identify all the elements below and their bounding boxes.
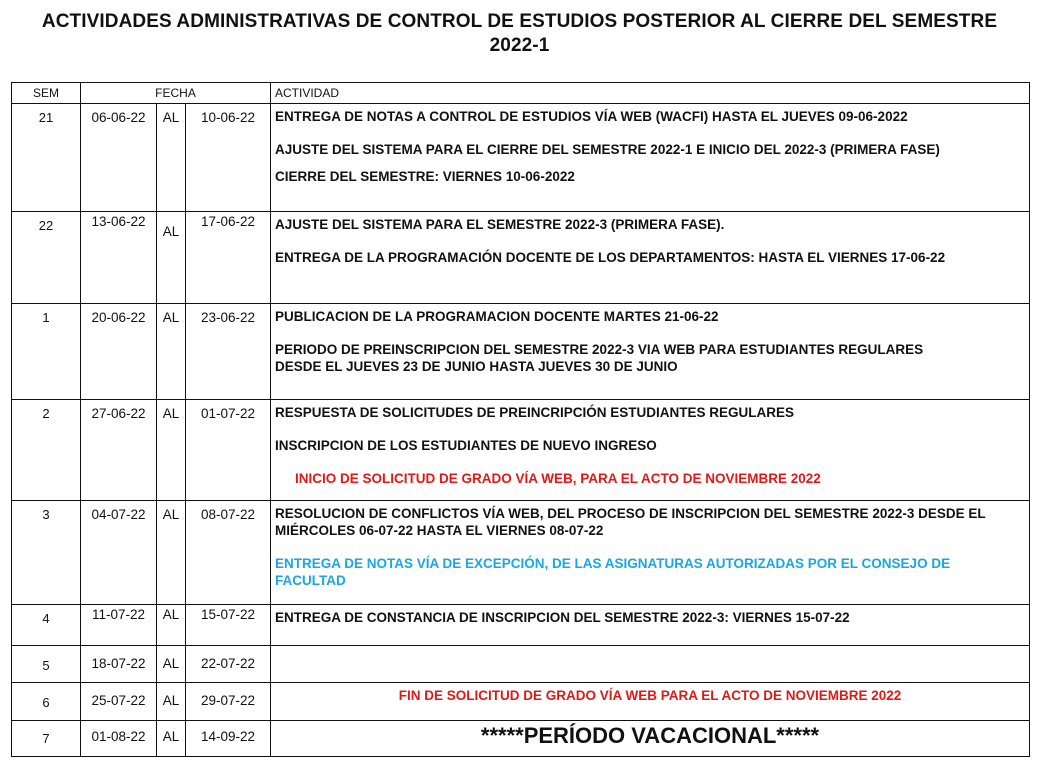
al-label: AL — [157, 721, 186, 757]
activity-item: RESPUESTA DE SOLICITUDES DE PREINCRIPCIÓN ESTUDIANTES REGULARES — [275, 405, 795, 420]
date-from: 06-06-22 — [81, 104, 157, 212]
sem-cell: 5 — [12, 646, 81, 683]
activity-item: ENTREGA DE LA PROGRAMACIÓN DOCENTE DE LOS DEPARTAMENTOS: HASTA EL VIERNES 17-06-22 — [275, 250, 946, 265]
sem-cell: 21 — [12, 104, 81, 212]
table-row — [12, 501, 1030, 605]
activity-item: ENTREGA DE NOTAS A CONTROL DE ESTUDIOS VÍA WEB (WACFI) HASTA EL JUEVES 09-06-2022 — [275, 109, 908, 124]
al-label: AL — [157, 104, 186, 212]
sem-cell: 2 — [12, 400, 81, 501]
date-from: 11-07-22 — [81, 605, 157, 646]
date-to: 29-07-22 — [186, 683, 271, 721]
table-row — [12, 104, 1030, 212]
activity-cell — [271, 646, 1030, 683]
table-row — [12, 605, 1030, 646]
sem-cell: 3 — [12, 501, 81, 605]
date-to: 08-07-22 — [186, 501, 271, 605]
activity-cell — [271, 683, 1030, 721]
date-from: 25-07-22 — [81, 683, 157, 721]
date-to: 15-07-22 — [186, 605, 271, 646]
red-note: FIN DE SOLICITUD DE GRADO VÍA WEB PARA EL ACTO DE NOVIEMBRE 2022 — [398, 688, 902, 703]
table-row — [12, 304, 1030, 400]
sem-cell: 4 — [12, 605, 81, 646]
date-from: 04-07-22 — [81, 501, 157, 605]
table-row — [12, 683, 1030, 721]
cyan-note: ENTREGA DE NOTAS VÍA DE EXCEPCIÓN, DE LAS ASIGNATURAS AUTORIZADAS POR EL CONSEJO DE FACULTAD — [275, 556, 951, 588]
header-fecha: FECHA — [81, 83, 271, 104]
al-label: AL — [157, 212, 186, 304]
activity-item: RESOLUCION DE CONFLICTOS VÍA WEB, DEL PROCESO DE INSCRIPCION DEL SEMESTRE 2022-3 DESDE EL MIÉRCOLES 06-07-22 HASTA EL VIERNES 08-07-22 — [275, 506, 986, 538]
sem-cell: 6 — [12, 683, 81, 721]
activity-cell — [271, 605, 1030, 646]
date-from: 13-06-22 — [81, 212, 157, 304]
date-to: 01-07-22 — [186, 400, 271, 501]
document-title — [0, 10, 1039, 58]
activity-item: PUBLICACION DE LA PROGRAMACION DOCENTE MARTES 21-06-22 — [275, 309, 719, 324]
activity-item: PERIODO DE PREINSCRIPCION DEL SEMESTRE 2022-3 VIA WEB PARA ESTUDIANTES REGULARES DESDE EL JUEVES 23 DE JUNIO HASTA JUEVES 30 DE JUNIO — [275, 342, 924, 374]
red-note: INICIO DE SOLICITUD DE GRADO VÍA WEB, PARA EL ACTO DE NOVIEMBRE 2022 — [295, 471, 821, 486]
activity-item: INSCRIPCION DE LOS ESTUDIANTES DE NUEVO INGRESO — [275, 438, 657, 453]
table-row — [12, 721, 1030, 757]
al-label: AL — [157, 683, 186, 721]
header-sem: SEM — [12, 83, 81, 104]
table-row — [12, 212, 1030, 304]
activity-item: CIERRE DEL SEMESTRE: VIERNES 10-06-2022 — [275, 169, 575, 184]
activity-cell — [271, 501, 1030, 605]
date-to: 14-09-22 — [186, 721, 271, 757]
schedule-table — [11, 82, 1030, 757]
table-row — [12, 646, 1030, 683]
activity-cell — [271, 400, 1030, 501]
header-actividad: ACTIVIDAD — [271, 83, 1030, 104]
title-line-1: ACTIVIDADES ADMINISTRATIVAS DE CONTROL DE ESTUDIOS POSTERIOR AL CIERRE DEL SEMESTRE — [41, 11, 998, 32]
sem-cell: 22 — [12, 212, 81, 304]
al-label: AL — [157, 501, 186, 605]
date-from: 18-07-22 — [81, 646, 157, 683]
date-to: 22-07-22 — [186, 646, 271, 683]
sem-cell: 7 — [12, 721, 81, 757]
al-label: AL — [157, 605, 186, 646]
date-from: 01-08-22 — [81, 721, 157, 757]
al-label: AL — [157, 400, 186, 501]
activity-item: AJUSTE DEL SISTEMA PARA EL SEMESTRE 2022-3 (PRIMERA FASE). — [275, 217, 725, 232]
activity-item: AJUSTE DEL SISTEMA PARA EL CIERRE DEL SEMESTRE 2022-1 E INICIO DEL 2022-3 (PRIMERA FASE) — [275, 142, 940, 157]
activity-cell — [271, 104, 1030, 212]
activity-cell — [271, 304, 1030, 400]
al-label: AL — [157, 304, 186, 400]
date-from: 20-06-22 — [81, 304, 157, 400]
date-to: 17-06-22 — [186, 212, 271, 304]
date-from: 27-06-22 — [81, 400, 157, 501]
activity-cell — [271, 212, 1030, 304]
activity-item: ENTREGA DE CONSTANCIA DE INSCRIPCION DEL SEMESTRE 2022-3: VIERNES 15-07-22 — [275, 610, 850, 625]
sem-cell: 1 — [12, 304, 81, 400]
date-to: 10-06-22 — [186, 104, 271, 212]
al-label: AL — [157, 646, 186, 683]
date-to: 23-06-22 — [186, 304, 271, 400]
table-row — [12, 400, 1030, 501]
title-line-2: 2022-1 — [489, 35, 550, 56]
header-row — [12, 83, 1030, 104]
vacation-banner: *****PERÍODO VACACIONAL***** — [271, 721, 1030, 757]
